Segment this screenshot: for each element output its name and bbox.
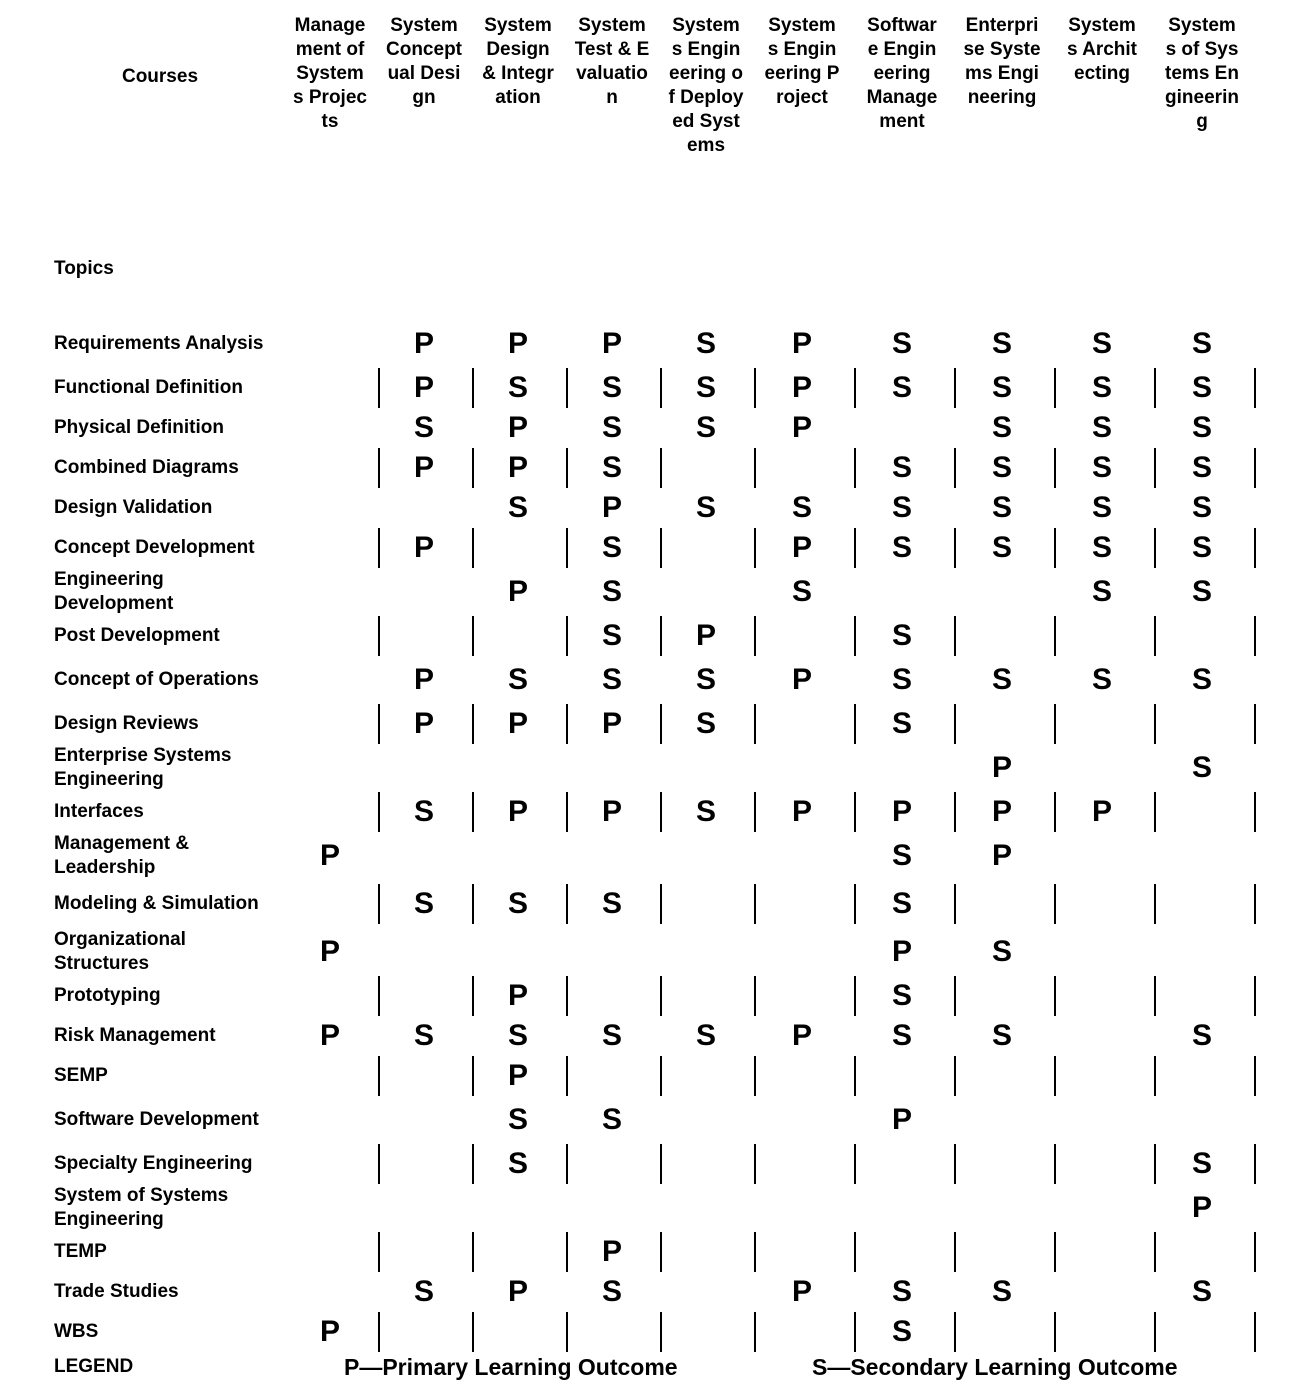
topic-label: Physical Definition xyxy=(54,417,224,438)
courses-header: Courses xyxy=(121,66,199,87)
column-divider xyxy=(378,884,380,924)
column-divider xyxy=(1154,792,1156,832)
secondary-outcome-mark: S xyxy=(601,663,622,696)
column-divider xyxy=(754,368,756,408)
secondary-outcome-mark: S xyxy=(413,795,434,828)
column-divider xyxy=(378,976,380,1016)
column-divider xyxy=(660,1312,662,1352)
column-divider xyxy=(1254,448,1256,488)
secondary-outcome-mark: S xyxy=(1091,371,1112,404)
topic-label: Requirements Analysis xyxy=(54,333,264,354)
secondary-outcome-mark: S xyxy=(891,491,912,524)
secondary-outcome-mark: S xyxy=(891,663,912,696)
secondary-outcome-mark: S xyxy=(601,411,622,444)
column-divider xyxy=(378,1056,380,1096)
primary-outcome-mark: P xyxy=(601,795,622,828)
secondary-outcome-mark: S xyxy=(507,1103,528,1136)
topic-label: SEMP xyxy=(54,1065,108,1086)
primary-outcome-mark: P xyxy=(601,1235,622,1268)
topic-label: Concept Development xyxy=(54,537,255,558)
primary-outcome-mark: P xyxy=(791,411,812,444)
column-divider xyxy=(854,1232,856,1272)
column-divider xyxy=(378,704,380,744)
column-divider xyxy=(1254,1056,1256,1096)
column-divider xyxy=(954,528,956,568)
secondary-outcome-mark: S xyxy=(891,979,912,1012)
secondary-outcome-mark: S xyxy=(695,663,716,696)
column-divider xyxy=(472,792,474,832)
secondary-outcome-mark: S xyxy=(1191,1019,1212,1052)
primary-outcome-mark: P xyxy=(507,411,528,444)
column-divider xyxy=(854,528,856,568)
column-divider xyxy=(566,1232,568,1272)
secondary-outcome-mark: S xyxy=(891,887,912,920)
primary-outcome-mark: P xyxy=(791,1275,812,1308)
column-divider xyxy=(472,448,474,488)
secondary-outcome-mark: S xyxy=(601,1103,622,1136)
column-divider xyxy=(1154,528,1156,568)
primary-outcome-mark: P xyxy=(507,979,528,1012)
column-divider xyxy=(754,1144,756,1184)
primary-outcome-mark: P xyxy=(791,327,812,360)
column-divider xyxy=(754,884,756,924)
secondary-outcome-mark: S xyxy=(891,839,912,872)
column-divider xyxy=(1054,368,1056,408)
column-divider xyxy=(1054,704,1056,744)
column-divider xyxy=(854,1312,856,1352)
topic-label: Post Development xyxy=(54,625,220,646)
column-divider xyxy=(954,1056,956,1096)
topic-label: System of Systems Engineering xyxy=(54,1185,229,1230)
secondary-outcome-mark: S xyxy=(991,531,1012,564)
secondary-outcome-mark: S xyxy=(695,1019,716,1052)
column-divider xyxy=(1254,884,1256,924)
column-divider xyxy=(566,616,568,656)
column-divider xyxy=(1054,616,1056,656)
primary-outcome-mark: P xyxy=(507,1059,528,1092)
column-divider xyxy=(854,792,856,832)
column-divider xyxy=(1054,448,1056,488)
primary-outcome-mark: P xyxy=(1191,1191,1212,1224)
secondary-outcome-mark: S xyxy=(1191,1275,1212,1308)
column-divider xyxy=(1054,792,1056,832)
primary-outcome-mark: P xyxy=(791,371,812,404)
course-header: Enterprise Systems Engineering xyxy=(963,15,1041,108)
primary-outcome-mark: P xyxy=(319,1315,340,1348)
column-divider xyxy=(1054,1232,1056,1272)
column-divider xyxy=(1154,616,1156,656)
course-header: Systems of Systems Engineering xyxy=(1165,15,1239,132)
column-divider xyxy=(472,1144,474,1184)
column-divider xyxy=(566,368,568,408)
secondary-outcome-mark: S xyxy=(991,371,1012,404)
column-divider xyxy=(1254,528,1256,568)
secondary-outcome-mark: S xyxy=(1191,531,1212,564)
column-divider xyxy=(378,792,380,832)
column-divider xyxy=(954,368,956,408)
topic-label: Trade Studies xyxy=(54,1281,179,1302)
column-divider xyxy=(954,704,956,744)
secondary-outcome-mark: S xyxy=(507,1147,528,1180)
primary-outcome-mark: P xyxy=(791,1019,812,1052)
primary-outcome-mark: P xyxy=(507,795,528,828)
column-divider xyxy=(660,368,662,408)
column-divider xyxy=(954,792,956,832)
secondary-outcome-mark: S xyxy=(991,935,1012,968)
primary-outcome-mark: P xyxy=(413,531,434,564)
column-divider xyxy=(378,368,380,408)
topic-label: Design Validation xyxy=(54,497,213,518)
secondary-outcome-mark: S xyxy=(991,1275,1012,1308)
secondary-outcome-mark: S xyxy=(891,531,912,564)
column-divider xyxy=(378,1144,380,1184)
column-divider xyxy=(854,616,856,656)
secondary-outcome-mark: S xyxy=(891,1019,912,1052)
secondary-outcome-mark: S xyxy=(891,327,912,360)
column-divider xyxy=(854,1056,856,1096)
column-divider xyxy=(472,1312,474,1352)
topic-label: Design Reviews xyxy=(54,713,199,734)
secondary-outcome-mark: S xyxy=(601,575,622,608)
column-divider xyxy=(566,884,568,924)
column-divider xyxy=(754,528,756,568)
column-divider xyxy=(660,884,662,924)
secondary-outcome-mark: S xyxy=(1091,451,1112,484)
secondary-outcome-mark: S xyxy=(601,1275,622,1308)
secondary-outcome-mark: S xyxy=(413,1275,434,1308)
primary-outcome-mark: P xyxy=(319,935,340,968)
column-divider xyxy=(1154,884,1156,924)
column-divider xyxy=(854,1144,856,1184)
secondary-outcome-mark: S xyxy=(413,411,434,444)
column-divider xyxy=(954,448,956,488)
secondary-outcome-mark: S xyxy=(695,327,716,360)
column-divider xyxy=(954,1144,956,1184)
secondary-outcome-mark: S xyxy=(891,371,912,404)
secondary-outcome-mark: S xyxy=(891,619,912,652)
column-divider xyxy=(1054,884,1056,924)
column-divider xyxy=(754,616,756,656)
primary-outcome-mark: P xyxy=(319,839,340,872)
topic-label: Concept of Operations xyxy=(54,669,259,690)
primary-outcome-mark: P xyxy=(507,327,528,360)
secondary-outcome-mark: S xyxy=(695,707,716,740)
secondary-outcome-mark: S xyxy=(507,663,528,696)
column-divider xyxy=(1154,976,1156,1016)
column-divider xyxy=(1154,1144,1156,1184)
primary-outcome-mark: P xyxy=(601,491,622,524)
secondary-outcome-mark: S xyxy=(413,1019,434,1052)
secondary-outcome-mark: S xyxy=(695,411,716,444)
topics-header: Topics xyxy=(54,258,114,279)
column-divider xyxy=(660,792,662,832)
secondary-outcome-mark: S xyxy=(601,371,622,404)
column-divider xyxy=(954,976,956,1016)
primary-outcome-mark: P xyxy=(1091,795,1112,828)
secondary-outcome-mark: S xyxy=(991,491,1012,524)
course-header: Systems Engineering of Deployed Systems xyxy=(668,15,744,156)
secondary-outcome-mark: S xyxy=(1191,327,1212,360)
topic-label: Engineering Development xyxy=(54,569,174,614)
primary-outcome-mark: P xyxy=(413,451,434,484)
topic-label: Risk Management xyxy=(54,1025,216,1046)
column-divider xyxy=(954,616,956,656)
secondary-outcome-mark: S xyxy=(695,371,716,404)
secondary-outcome-mark: S xyxy=(601,1019,622,1052)
column-divider xyxy=(754,976,756,1016)
column-divider xyxy=(378,1232,380,1272)
secondary-outcome-mark: S xyxy=(1191,751,1212,784)
column-divider xyxy=(854,368,856,408)
column-divider xyxy=(754,448,756,488)
column-divider xyxy=(660,1232,662,1272)
primary-outcome-mark: P xyxy=(507,451,528,484)
course-header: System Test & Evaluation xyxy=(574,15,650,108)
topic-label: Prototyping xyxy=(54,985,161,1006)
column-divider xyxy=(472,1056,474,1096)
course-header: System Design & Integration xyxy=(482,15,554,108)
column-divider xyxy=(854,976,856,1016)
column-divider xyxy=(660,1144,662,1184)
column-divider xyxy=(1154,1056,1156,1096)
column-divider xyxy=(1254,616,1256,656)
column-divider xyxy=(1154,1312,1156,1352)
primary-outcome-mark: P xyxy=(413,663,434,696)
column-divider xyxy=(378,1312,380,1352)
secondary-outcome-mark: S xyxy=(1091,327,1112,360)
column-divider xyxy=(1054,1144,1056,1184)
secondary-outcome-mark: S xyxy=(1191,575,1212,608)
column-divider xyxy=(566,1144,568,1184)
legend-label: LEGEND xyxy=(54,1356,134,1377)
column-divider xyxy=(660,616,662,656)
column-divider xyxy=(854,884,856,924)
column-divider xyxy=(472,884,474,924)
column-divider xyxy=(566,448,568,488)
secondary-outcome-mark: S xyxy=(1191,663,1212,696)
primary-outcome-mark: P xyxy=(507,1275,528,1308)
primary-outcome-mark: P xyxy=(991,795,1012,828)
topic-label: Functional Definition xyxy=(54,377,243,398)
column-divider xyxy=(754,1312,756,1352)
secondary-outcome-mark: S xyxy=(891,451,912,484)
column-divider xyxy=(566,704,568,744)
primary-outcome-mark: P xyxy=(413,327,434,360)
course-header: Systems Architecting xyxy=(1066,15,1138,84)
column-divider xyxy=(1254,704,1256,744)
secondary-outcome-mark: S xyxy=(695,491,716,524)
column-divider xyxy=(472,528,474,568)
column-divider xyxy=(1154,368,1156,408)
column-divider xyxy=(1054,976,1056,1016)
column-divider xyxy=(954,1232,956,1272)
column-divider xyxy=(378,448,380,488)
primary-outcome-mark: P xyxy=(413,371,434,404)
column-divider xyxy=(1254,1312,1256,1352)
secondary-outcome-mark: S xyxy=(991,327,1012,360)
secondary-outcome-mark: S xyxy=(413,887,434,920)
column-divider xyxy=(1154,448,1156,488)
column-divider xyxy=(954,884,956,924)
topic-label: TEMP xyxy=(54,1241,107,1262)
column-divider xyxy=(378,528,380,568)
primary-outcome-mark: P xyxy=(991,751,1012,784)
primary-outcome-mark: P xyxy=(601,707,622,740)
column-divider xyxy=(854,704,856,744)
column-divider xyxy=(1254,976,1256,1016)
primary-outcome-mark: P xyxy=(891,795,912,828)
column-divider xyxy=(378,616,380,656)
primary-outcome-mark: P xyxy=(601,327,622,360)
secondary-outcome-mark: S xyxy=(791,491,812,524)
primary-outcome-mark: P xyxy=(891,935,912,968)
legend-secondary: S—Secondary Learning Outcome xyxy=(812,1354,1178,1380)
column-divider xyxy=(1254,792,1256,832)
column-divider xyxy=(1254,368,1256,408)
column-divider xyxy=(566,792,568,832)
secondary-outcome-mark: S xyxy=(1091,531,1112,564)
column-divider xyxy=(854,448,856,488)
secondary-outcome-mark: S xyxy=(891,1275,912,1308)
topic-label: Management & Leadership xyxy=(54,833,190,878)
column-divider xyxy=(660,448,662,488)
column-divider xyxy=(754,704,756,744)
topic-label: Specialty Engineering xyxy=(54,1153,253,1174)
topic-label: Modeling & Simulation xyxy=(54,893,259,914)
secondary-outcome-mark: S xyxy=(1191,451,1212,484)
secondary-outcome-mark: S xyxy=(991,663,1012,696)
secondary-outcome-mark: S xyxy=(891,1315,912,1348)
secondary-outcome-mark: S xyxy=(1191,371,1212,404)
secondary-outcome-mark: S xyxy=(601,451,622,484)
topic-label: Software Development xyxy=(54,1109,259,1130)
secondary-outcome-mark: S xyxy=(791,575,812,608)
column-divider xyxy=(754,1232,756,1272)
column-divider xyxy=(472,616,474,656)
primary-outcome-mark: P xyxy=(319,1019,340,1052)
legend-primary: P—Primary Learning Outcome xyxy=(344,1354,678,1380)
primary-outcome-mark: P xyxy=(507,707,528,740)
column-divider xyxy=(566,976,568,1016)
column-divider xyxy=(1154,704,1156,744)
column-divider xyxy=(954,1312,956,1352)
primary-outcome-mark: P xyxy=(413,707,434,740)
column-divider xyxy=(472,976,474,1016)
column-divider xyxy=(660,1056,662,1096)
column-divider xyxy=(1054,1056,1056,1096)
column-divider xyxy=(472,704,474,744)
secondary-outcome-mark: S xyxy=(1091,663,1112,696)
column-divider xyxy=(660,976,662,1016)
topic-label: Organizational Structures xyxy=(54,929,186,974)
secondary-outcome-mark: S xyxy=(991,1019,1012,1052)
topic-label: Combined Diagrams xyxy=(54,457,239,478)
secondary-outcome-mark: S xyxy=(507,1019,528,1052)
column-divider xyxy=(1254,1144,1256,1184)
column-divider xyxy=(472,1232,474,1272)
secondary-outcome-mark: S xyxy=(1191,1147,1212,1180)
course-header: System Conceptual Design xyxy=(386,15,462,108)
secondary-outcome-mark: S xyxy=(1091,575,1112,608)
secondary-outcome-mark: S xyxy=(1191,411,1212,444)
column-divider xyxy=(566,1312,568,1352)
primary-outcome-mark: P xyxy=(507,575,528,608)
topic-label: Enterprise Systems Engineering xyxy=(54,745,232,790)
column-divider xyxy=(566,1056,568,1096)
primary-outcome-mark: P xyxy=(791,795,812,828)
column-divider xyxy=(566,528,568,568)
course-header: Management of Systems Projects xyxy=(293,15,367,132)
column-divider xyxy=(1254,1232,1256,1272)
column-divider xyxy=(472,368,474,408)
secondary-outcome-mark: S xyxy=(695,795,716,828)
primary-outcome-mark: P xyxy=(791,663,812,696)
primary-outcome-mark: P xyxy=(695,619,716,652)
column-divider xyxy=(660,704,662,744)
secondary-outcome-mark: S xyxy=(601,619,622,652)
column-divider xyxy=(1054,1312,1056,1352)
topic-label: WBS xyxy=(54,1321,99,1342)
column-divider xyxy=(1054,528,1056,568)
secondary-outcome-mark: S xyxy=(507,491,528,524)
course-header: Systems Engineering Project xyxy=(764,15,840,108)
primary-outcome-mark: P xyxy=(891,1103,912,1136)
primary-outcome-mark: P xyxy=(791,531,812,564)
column-divider xyxy=(754,1056,756,1096)
secondary-outcome-mark: S xyxy=(891,707,912,740)
secondary-outcome-mark: S xyxy=(507,371,528,404)
topic-label: Interfaces xyxy=(54,801,144,822)
secondary-outcome-mark: S xyxy=(601,531,622,564)
secondary-outcome-mark: S xyxy=(1091,411,1112,444)
secondary-outcome-mark: S xyxy=(507,887,528,920)
secondary-outcome-mark: S xyxy=(1091,491,1112,524)
column-divider xyxy=(754,792,756,832)
secondary-outcome-mark: S xyxy=(991,451,1012,484)
column-divider xyxy=(660,528,662,568)
course-header: Software Engineering Management xyxy=(866,15,938,132)
secondary-outcome-mark: S xyxy=(601,887,622,920)
primary-outcome-mark: P xyxy=(991,839,1012,872)
secondary-outcome-mark: S xyxy=(991,411,1012,444)
secondary-outcome-mark: S xyxy=(1191,491,1212,524)
column-divider xyxy=(1154,1232,1156,1272)
